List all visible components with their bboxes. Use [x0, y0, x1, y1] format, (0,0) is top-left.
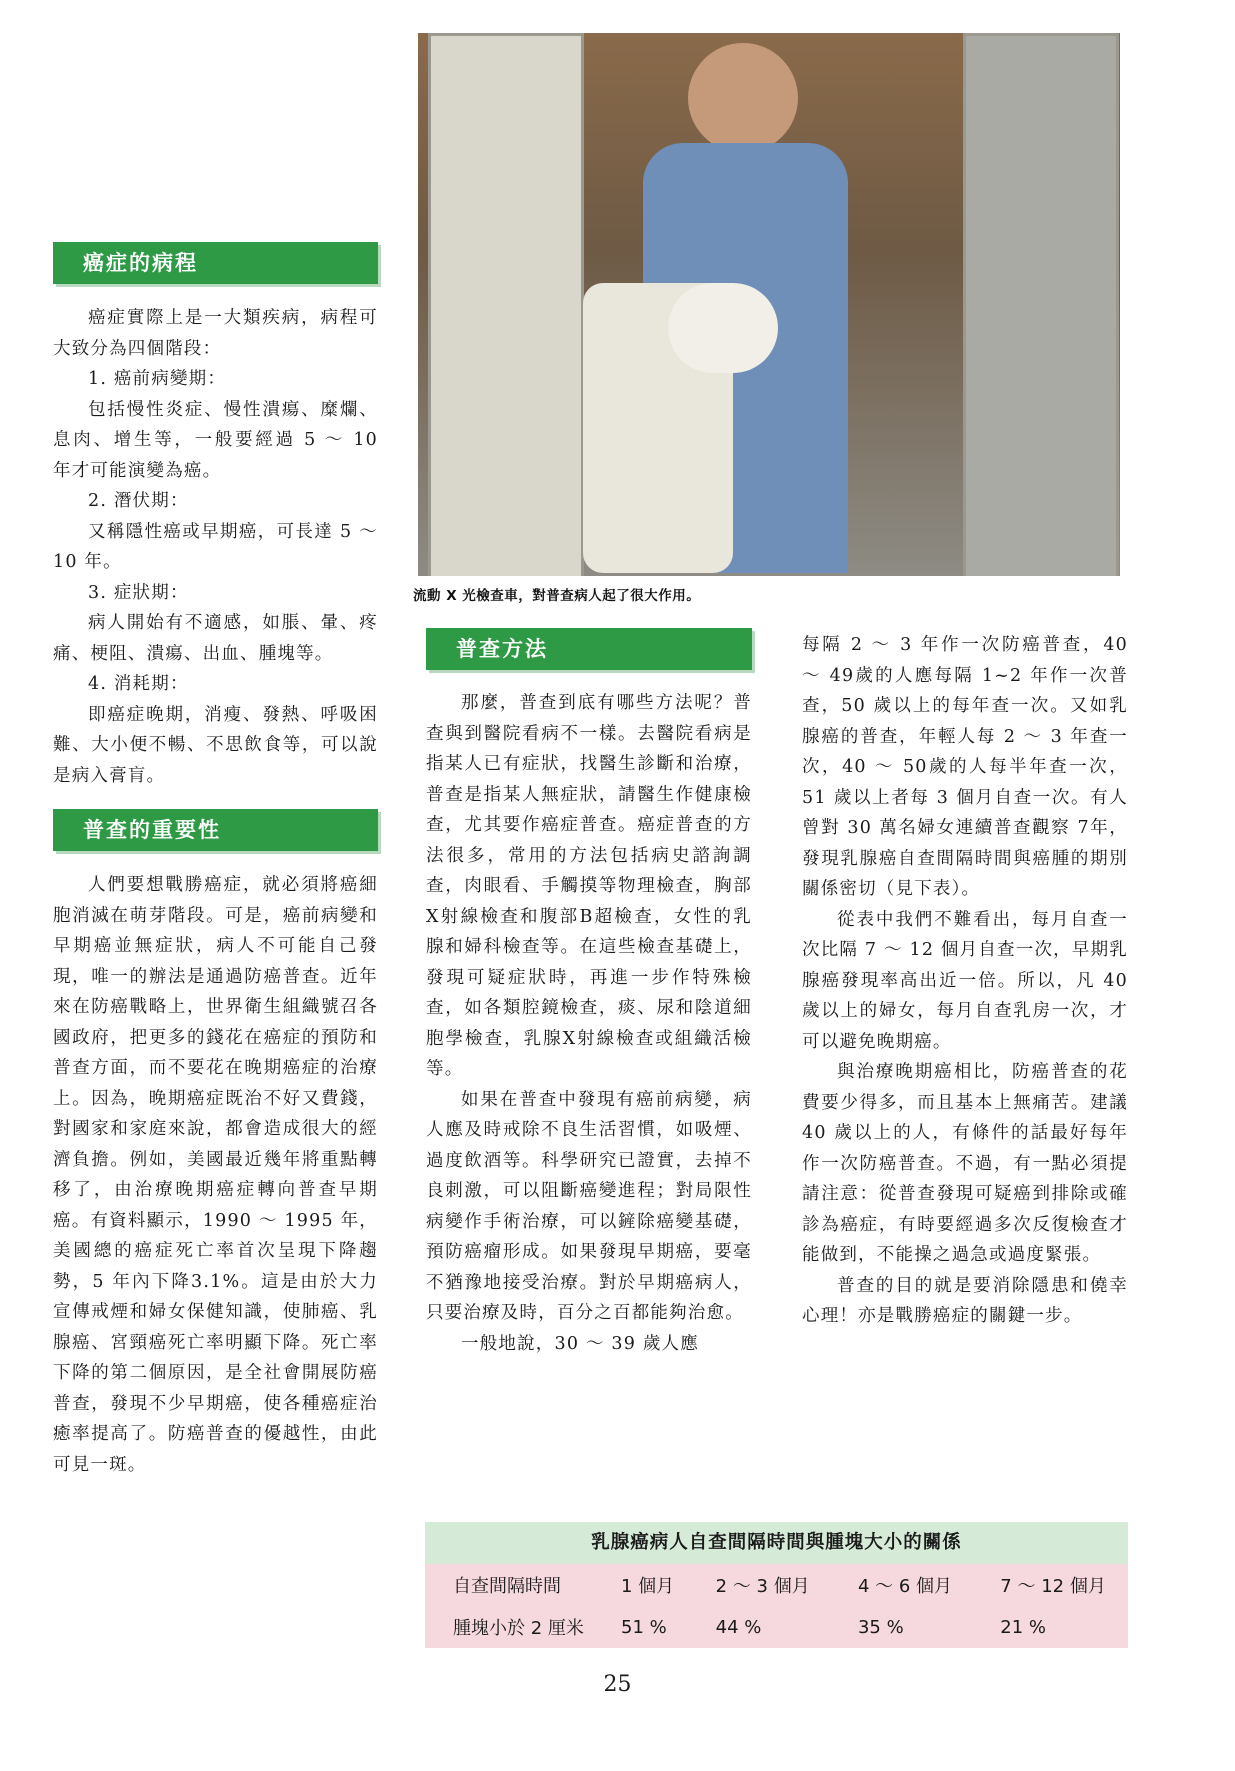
table-cell: 51 %	[621, 1616, 667, 1638]
table-cell: 腫塊小於 2 厘米	[453, 1618, 584, 1639]
table-row	[425, 1606, 1128, 1648]
table-cell: 7 ～ 12 個月	[1000, 1576, 1106, 1597]
stage-title: 3. 症狀期：	[88, 582, 189, 603]
photo-mobile-xray-unit	[418, 33, 1120, 576]
paragraph: 每隔 2 ～ 3 年作一次防癌普查，40 ～ 49歲的人應每隔 1~2 年作一次普查，50 歲以上的每年查一次。又如乳腺癌的普查，年輕人每 2 ～ 3 年查一次，40 ～ 50歲的人每半年查一次，51 歲以上者每 3 個月自查一次。有人曾對 30 萬名婦女連續普查觀察 7年，發現乳腺癌自查間隔時間與癌腫的期別關係密切（見下表）。	[802, 635, 1128, 899]
paragraph: 從表中我們不難看出，每月自查一次比隔 7 ～ 12 個月自查一次，早期乳腺癌發現率高出近一倍。所以，凡 40 歲以上的婦女，每月自查乳房一次，才可以避免晚期癌。	[802, 909, 1128, 1052]
table-cell: 2 ～ 3 個月	[715, 1576, 810, 1597]
stage-title: 2. 潛伏期：	[88, 491, 189, 511]
table-cell: 1 個月	[621, 1576, 675, 1597]
stage-text: 病人開始有不適感，如脹、暈、疼痛、梗阻、潰瘍、出血、腫塊等。	[53, 613, 378, 664]
page-number: 25	[603, 1672, 632, 1697]
table-cell: 4 ～ 6 個月	[857, 1576, 953, 1597]
photo-door-left	[428, 33, 584, 576]
table-title: 乳腺癌病人自查間隔時間與腫塊大小的關係	[425, 1522, 1128, 1564]
photo-caption: 流動 X 光檢查車，對普查病人起了很大作用。	[413, 588, 701, 604]
table-cell: 35 %	[857, 1616, 904, 1638]
photo-person	[688, 43, 798, 153]
paragraph: 那麼，普查到底有哪些方法呢？普查與到醫院看病不一樣。去醫院看病是指某人已有症狀，找醫生診斷和治療，普查是指某人無症狀，請醫生作健康檢查，尤其要作癌症普查。癌症普查的方法很多，常用的方法包括病史諮詢調查，肉眼看、手觸摸等物理檢查，胸部X射線檢查和腹部B超檢查，女性的乳腺和婦科檢查等。在這些檢查基礎上，發現可疑症狀時，再進一步作特殊檢查，如各類腔鏡檢查，痰、尿和陰道細胞學檢查，乳腺X射線檢查或組織活檢等。	[426, 693, 752, 1079]
section-heading-importance: 普查的重要性	[53, 809, 378, 851]
paragraph: 如果在普查中發現有癌前病變，病人應及時戒除不良生活習慣，如吸煙、過度飲酒等。科學研究已證實，去掉不良刺激，可以阻斷癌變進程；對局限性病變作手術治療，可以鏟除癌變基礎，預防癌瘤形成。如果發現早期癌，要毫不猶豫地接受治療。對於早期癌病人，只要治療及時，百分之百都能夠治愈。	[426, 1089, 752, 1323]
paragraph: 普查的目的就是要消除隱患和僥幸心理！亦是戰勝癌症的關鍵一步。	[802, 1275, 1128, 1326]
table-cell: 自查間隔時間	[453, 1576, 561, 1597]
table-cell: 21 %	[1000, 1616, 1047, 1638]
paragraph: 一般地說，30 ～ 39 歲人應	[461, 1333, 699, 1354]
stage-text: 即癌症晚期，消瘦、發熱、呼吸困難、大小便不暢、不思飲食等，可以說是病入膏肓。	[53, 704, 378, 786]
stage-text: 包括慢性炎症、慢性潰瘍、糜爛、息肉、增生等，一般要經過 5 ～ 10 年才可能演變為癌。	[53, 399, 378, 481]
photo-xray-head	[668, 283, 778, 373]
paragraph: 癌症實際上是一大類疾病，病程可大致分為四個階段：	[53, 308, 378, 359]
table-header-row	[425, 1564, 1128, 1606]
photo-door-right	[963, 33, 1119, 576]
section-heading-methods: 普查方法	[426, 628, 752, 670]
middle-column	[426, 628, 752, 1359]
table-cell: 44 %	[715, 1616, 762, 1638]
self-exam-table	[425, 1522, 1128, 1648]
data-table	[425, 1564, 1128, 1648]
right-column	[802, 630, 1128, 1332]
left-column	[53, 242, 378, 1480]
paragraph: 與治療晚期癌相比，防癌普查的花費要少得多，而且基本上無痛苦。建議 40 歲以上的人，有條件的話最好每年作一次防癌普查。不過，有一點必須提請注意：從普查發現可疑癌到排除或確診為癌症，有時要經過多次反復檢查才能做到，不能操之過急或過度緊張。	[802, 1062, 1128, 1265]
stage-text: 又稱隱性癌或早期癌，可長達 5 ～ 10 年。	[53, 521, 378, 572]
stage-title: 4. 消耗期：	[88, 674, 189, 694]
stage-title: 1. 癌前病變期：	[88, 369, 227, 389]
section-heading-cancer-course: 癌症的病程	[53, 242, 378, 284]
paragraph: 人們要想戰勝癌症，就必須將癌細胞消滅在萌芽階段。可是，癌前病變和早期癌並無症狀，病人不可能自己發現，唯一的辦法是通過防癌普查。近年來在防癌戰略上，世界衛生組織號召各國政府，把更多的錢花在癌症的預防和普查方面，而不要花在晚期癌症的治療上。因為，晚期癌症既治不好又費錢，對國家和家庭來說，都會造成很大的經濟負擔。例如，美國最近幾年將重點轉移了，由治療晚期癌症轉向普查早期癌。有資料顯示，1990 ～ 1995 年，美國總的癌症死亡率首次呈現下降趨勢，5 年內下降3.1%。這是由於大力宣傳戒煙和婦女保健知識，使肺癌、乳腺癌、宮頸癌死亡率明顯下降。死亡率下降的第二個原因，是全社會開展防癌普查，發現不少早期癌，使各種癌症治癒率提高了。防癌普查的優越性，由此可見一斑。	[53, 875, 378, 1475]
